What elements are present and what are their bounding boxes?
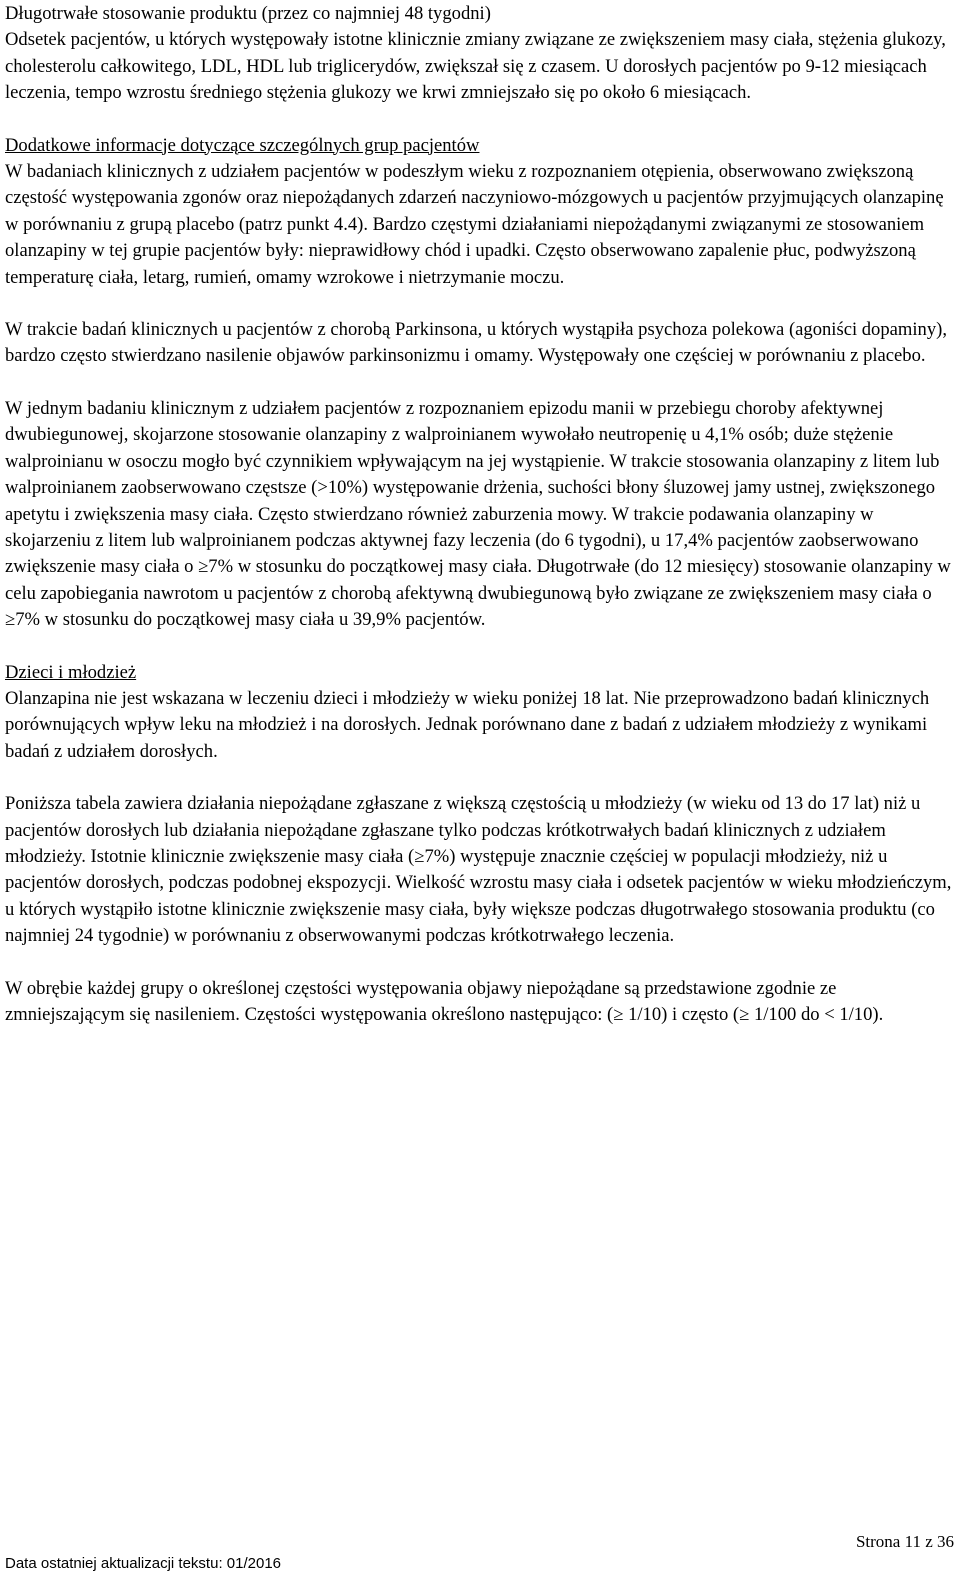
special-groups-heading: Dodatkowe informacje dotyczące szczególnych grup pacjentów — [5, 134, 480, 156]
long-term-text: Odsetek pacjentów, u których występowały istotne klinicznie zmiany związane ze zwiększeniem masy ciała, stężenia glukozy, cholesterolu całkowitego, LDL, HDL lub triglicerydów, zwiększał się z czasem. U dorosłych pacjentów po 9-12 miesiącach leczenia, tempo wzrostu średniego stężenia glukozy we krwi zmniejszało się po około 6 miesiącach. — [5, 29, 946, 104]
children-section — [5, 660, 953, 766]
last-update-date: Data ostatniej aktualizacji tekstu: 01/2016 — [5, 1555, 281, 1572]
special-groups-section — [5, 133, 953, 291]
document-page — [5, 0, 953, 1028]
children-heading: Dzieci i młodzież — [5, 661, 137, 683]
special-groups-text: W badaniach klinicznych z udziałem pacjentów w podeszłym wieku z rozpoznaniem otępienia, obserwowano zwiększoną częstość występowania zgonów oraz niepożądanych zdarzeń naczyniowo-mózgowych u pacjentów przyjmujących olanzapinę w porównaniu z grupą placebo (patrz punkt 4.4). Bardzo częstymi działaniami niepożądanymi związanymi ze stosowaniem olanzapiny w tej grupie pacjentów były: nieprawidłowy chód i upadki. Często obserwowano zapalenie płuc, podwyższoną temperaturę ciała, letarg, rumień, omamy wzrokowe i nietrzymanie moczu. — [5, 161, 944, 288]
frequency-paragraph: W obrębie każdej grupy o określonej częstości występowania objawy niepożądane są przedstawione zgodnie ze zmniejszającym się nasileniem. Częstości występowania określono następująco: (≥ 1/10) i często (≥ 1/100 do < 1/10). — [5, 977, 884, 1025]
long-term-section — [5, 1, 953, 107]
table-intro-paragraph: Poniższa tabela zawiera działania niepożądane zgłaszane z większą częstością u młodzieży (w wieku od 13 do 17 lat) niż u pacjentów dorosłych lub działania niepożądane zgłaszane tylko podczas krótkotrwałych badań klinicznych z udziałem młodzieży. Istotnie klinicznie zwiększenie masy ciała (≥7%) występuje znacznie częściej w populacji młodzieży, niż u pacjentów dorosłych, podczas podobnej ekspozycji. Wielkość wzrostu masy ciała i odsetek pacjentów w wieku młodzieńczym, u których wystąpiło istotne klinicznie zwiększenie masy ciała, były większe podczas długotrwałego stosowania produktu (co najmniej 24 tygodnie) w porównaniu z obserwowanymi podczas krótkotrwałego leczenia. — [5, 793, 952, 947]
page-number: Strona 11 z 36 — [855, 1532, 954, 1551]
parkinson-paragraph: W trakcie badań klinicznych u pacjentów z chorobą Parkinsona, u których wystąpiła psychoza polekowa (agoniści dopaminy), bardzo często stwierdzano nasilenie objawów parkinsonizmu i omamy. Występowały one częściej w porównaniu z placebo. — [5, 319, 947, 367]
long-term-heading: Długotrwałe stosowanie produktu (przez co najmniej 48 tygodni) — [5, 3, 491, 24]
mania-paragraph: W jednym badaniu klinicznym z udziałem pacjentów z rozpoznaniem epizodu manii w przebiegu choroby afektywnej dwubiegunowej, skojarzone stosowanie olanzapiny z walproinianem wywołało neutropenię u 4,1% osób; duże stężenie walproinianu w osoczu mogło być czynnikiem wpływającym na jej wystąpienie. W trakcie stosowania olanzapiny z litem lub walproinianem zaobserwowano częstsze (>10%) występowanie drżenia, suchości błony śluzowej jamy ustnej, zwiększonego apetytu i zwiększenia masy ciała. Często stwierdzano również zaburzenia mowy. W trakcie podawania olanzapiny w skojarzeniu z litem lub walproinianem podczas aktywnej fazy leczenia (do 6 tygodni), u 17,4% pacjentów zaobserwowano zwiększenie masy ciała o ≥7% w stosunku do początkowej masy ciała. Długotrwałe (do 12 miesięcy) stosowanie olanzapiny w celu zapobiegania nawrotom u pacjentów z chorobą afektywną dwubiegunową było związane ze zwiększeniem masy ciała o ≥7% w stosunku do początkowej masy ciała u 39,9% pacjentów. — [5, 397, 951, 631]
children-text: Olanzapina nie jest wskazana w leczeniu dzieci i młodzieży w wieku poniżej 18 lat. Nie przeprowadzono badań klinicznych porównujących wpływ leku na młodzież i na dorosłych. Jednak porównano dane z badań z udziałem młodzieży z wynikami badań z udziałem dorosłych. — [5, 687, 930, 762]
